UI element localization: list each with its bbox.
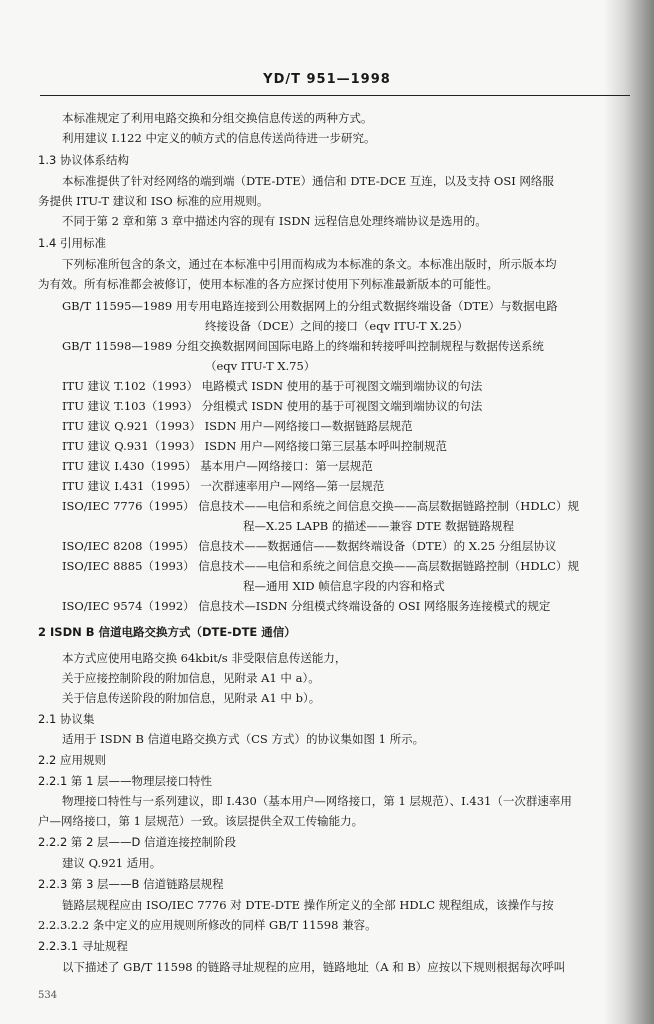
body-line: 本标准规定了利用电路交换和分组交换信息传送的两种方式。 (62, 111, 373, 125)
body-line: 关于应接控制阶段的附加信息，见附录 A1 中 a）。 (62, 671, 320, 685)
body-line: 建议 Q.921 适用。 (62, 856, 162, 870)
body-line: 不同于第 2 章和第 3 章中描述内容的现有 ISDN 远程信息处理终端协议是选用的。 (62, 214, 487, 228)
reference-line: ISO/IEC 9574（1992） 信息技术—ISDN 分组模式终端设备的 OSI 网络服务连接模式的规定 (62, 599, 551, 613)
body-line: 适用于 ISDN B 信道电路交换方式（CS 方式）的协议集如图 1 所示。 (62, 732, 425, 746)
reference-line: ISO/IEC 7776（1995） 信息技术——电信和系统之间信息交换——高层数据链路控制（HDLC）规 (62, 499, 579, 513)
subsection-heading: 2.2.2 第 2 层——D 信道连接控制阶段 (38, 835, 237, 849)
reference-line: ITU 建议 I.431（1995） 一次群速率用户—网络—第一层规范 (62, 479, 385, 493)
reference-line: ITU 建议 I.430（1995） 基本用户—网络接口：第一层规范 (62, 459, 373, 473)
reference-line: ITU 建议 T.102（1993） 电路模式 ISDN 使用的基于可视图文端到端协议的句法 (62, 379, 483, 393)
body-line: 物理接口特性与一系列建议，即 I.430（基本用户—网络接口，第 1 层规范）、I.431（一次群速率用 (62, 794, 572, 808)
section-heading: 1.3 协议体系结构 (38, 153, 129, 167)
body-line: 本标准提供了针对经网络的端到端（DTE-DTE）通信和 DTE-DCE 互连，以及支持 OSI 网络服 (62, 174, 554, 188)
body-line: 利用建议 I.122 中定义的帧方式的信息传送尚待进一步研究。 (62, 131, 376, 145)
reference-line: 程—X.25 LAPB 的描述——兼容 DTE 数据链路规程 (243, 519, 515, 533)
reference-line: ISO/IEC 8885（1993） 信息技术——电信和系统之间信息交换——高层数据链路控制（HDLC）规 (62, 559, 579, 573)
reference-line: ITU 建议 T.103（1993） 分组模式 ISDN 使用的基于可视图文端到端协议的句法 (62, 399, 483, 413)
section-heading: 2.1 协议集 (38, 712, 95, 726)
body-line: 本方式应使用电路交换 64kbit/s 非受限信息传送能力， (62, 651, 347, 665)
chapter-heading: 2 ISDN B 信道电路交换方式（DTE-DTE 通信） (38, 625, 296, 639)
body-line: 以下描述了 GB/T 11598 的链路寻址规程的应用，链路地址（A 和 B）应按以下规则根据每次呼叫 (62, 960, 566, 974)
page-number: 534 (38, 990, 58, 1001)
body-line: 户—网络接口，第 1 层规范）一致。该层提供全双工传输能力。 (38, 814, 364, 828)
body-line: 2.2.3.2.2 条中定义的应用规则所修改的同样 GB/T 11598 兼容。 (38, 918, 377, 932)
body-line: 下列标准所包含的条文，通过在本标准中引用而构成为本标准的条文。本标准出版时，所示版本均 (62, 257, 557, 271)
subsection-heading: 2.2.3.1 寻址规程 (38, 939, 128, 953)
reference-line: GB/T 11595—1989 用专用电路连接到公用数据网上的分组式数据终端设备（DTE）与数据电路 (62, 299, 558, 313)
reference-line: 终接设备（DCE）之间的接口（eqv ITU-T X.25） (205, 319, 469, 333)
section-heading: 1.4 引用标准 (38, 236, 106, 250)
body-line: 关于信息传送阶段的附加信息，见附录 A1 中 b）。 (62, 691, 321, 705)
header-rule (40, 95, 630, 96)
page-header: YD/T 951—1998 (263, 72, 391, 87)
reference-line: （eqv ITU-T X.75） (205, 359, 316, 373)
subsection-heading: 2.2.3 第 3 层——B 信道链路层规程 (38, 877, 224, 891)
section-heading: 2.2 应用规则 (38, 753, 106, 767)
reference-line: 程—通用 XID 帧信息字段的内容和格式 (243, 579, 445, 593)
reference-line: ISO/IEC 8208（1995） 信息技术——数据通信——数据终端设备（DTE）的 X.25 分组层协议 (62, 539, 557, 553)
reference-line: ITU 建议 Q.931（1993） ISDN 用户—网络接口第三层基本呼叫控制规范 (62, 439, 447, 453)
reference-line: ITU 建议 Q.921（1993） ISDN 用户—网络接口—数据链路层规范 (62, 419, 413, 433)
subsection-heading: 2.2.1 第 1 层——物理层接口特性 (38, 774, 213, 788)
reference-line: GB/T 11598—1989 分组交换数据网间国际电路上的终端和转接呼叫控制规程与数据传送系统 (62, 339, 544, 353)
body-line: 链路层规程应由 ISO/IEC 7776 对 DTE-DTE 操作所定义的全部 HDLC 规程组成，该操作与按 (62, 898, 554, 912)
body-line: 为有效。所有标准都会被修订，使用本标准的各方应探讨使用下列标准最新版本的可能性。 (38, 277, 498, 291)
body-line: 务提供 ITU-T 建议和 ISO 标准的应用规则。 (38, 194, 269, 208)
